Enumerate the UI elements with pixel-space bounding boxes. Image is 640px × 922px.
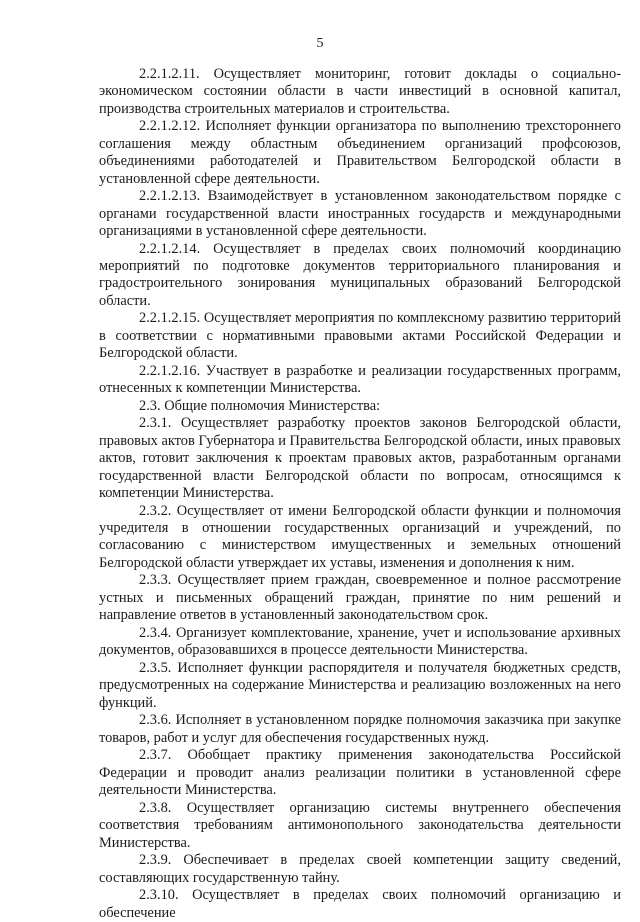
- clause-number: 2.2.1.2.15.: [139, 310, 201, 327]
- paragraph: [99, 660, 621, 712]
- clause-text: Осуществляет мероприятия по комплексному развитию территорий в соответствии с нормативными правовыми актами Российской Федерации и Белгородской области.: [99, 310, 621, 362]
- clause-text: Взаимодействует в установленном законодательством порядке с органами государственной власти иностранных государств и международными организациями в установленной сфере деятельности.: [99, 188, 621, 240]
- clause-text: Общие полномочия Министерства:: [164, 397, 381, 414]
- clause-text: Обеспечивает в пределах своей компетенции защиту сведений, составляющих государственную тайну.: [99, 852, 621, 886]
- clause-text: Организует комплектование, хранение, учет и использование архивных документов, образовавшихся в процессе деятельности Министерства.: [99, 624, 621, 659]
- clause-text: Обобщает практику применения законодательства Российской Федерации и проводит анализ реализации политики в установленной сфере деятельности Министерства.: [99, 747, 621, 799]
- clause-text: Осуществляет от имени Белгородской области функции и полномочия учредителя в отношении государственных организаций и учреждений, по согласованию с министерством имущественных и земельных отношений Белгородской области утверждает их уставы, изменения и дополнения к ним.: [99, 502, 621, 571]
- paragraph: [99, 66, 621, 118]
- paragraph: [99, 625, 621, 660]
- clause-number: 2.2.1.2.13.: [139, 188, 201, 205]
- paragraph: [99, 188, 621, 240]
- clause-number: 2.3.6.: [139, 712, 172, 729]
- clause-number: 2.3.5.: [139, 659, 172, 676]
- clause-number: 2.2.1.2.11.: [139, 66, 200, 82]
- paragraph: [99, 415, 621, 502]
- paragraph: [99, 398, 621, 415]
- clause-text: Исполняет функции организатора по выполнению трехстороннего соглашения между областным объединением организаций профсоюзов, объединениями работодателей и Правительством Белгородской области в установленной сфере деятельности.: [99, 118, 621, 187]
- clause-number: 2.3.10.: [139, 887, 179, 904]
- clause-number: 2.2.1.2.16.: [139, 362, 201, 379]
- paragraph: [99, 310, 621, 362]
- clause-text: Осуществляет организацию системы внутреннего обеспечения соответствия требованиям антимонопольного законодательства деятельности Министерства.: [99, 799, 621, 851]
- clause-number: 2.3.3.: [139, 572, 172, 589]
- clause-text: Исполняет в установленном порядке полномочия заказчика при закупке товаров, работ и услуг для обеспечения государственных нужд.: [99, 712, 621, 746]
- clause-text: Осуществляет мониторинг, готовит доклады о социально-экономическом состоянии области в части инвестиций в основной капитал, производства строительных материалов и строительства.: [99, 66, 621, 117]
- paragraph: [99, 852, 621, 887]
- clause-number: 2.3.8.: [139, 799, 172, 816]
- paragraph: [99, 503, 621, 573]
- clause-text: Исполняет функции распорядителя и получателя бюджетных средств, предусмотренных на содержание Министерства и реализацию возложенных на него функций.: [99, 659, 621, 711]
- clause-number: 2.3.: [139, 397, 161, 414]
- paragraph: [99, 363, 621, 398]
- paragraph: [99, 747, 621, 799]
- paragraph: [99, 800, 621, 852]
- clause-number: 2.2.1.2.14.: [139, 240, 201, 257]
- clause-number: 2.3.7.: [139, 747, 172, 764]
- paragraph: [99, 118, 621, 188]
- paragraph: [99, 241, 621, 311]
- clause-text: Осуществляет в пределах своих полномочий организацию и обеспечение: [99, 887, 621, 921]
- clause-text: Участвует в разработке и реализации государственных программ, отнесенных к компетенции Министерства.: [99, 362, 621, 397]
- page-number: 5: [316, 36, 324, 51]
- clause-number: 2.3.1.: [139, 415, 172, 432]
- document-body: [99, 66, 621, 922]
- clause-number: 2.3.2.: [139, 502, 172, 519]
- clause-number: 2.3.9.: [139, 852, 172, 869]
- clause-text: Осуществляет в пределах своих полномочий координацию мероприятий по подготовке документов территориального планирования и градостроительного зонирования муниципальных образований Белгородской области.: [99, 240, 621, 309]
- paragraph: [99, 712, 621, 747]
- paragraph: [99, 572, 621, 624]
- clause-text: Осуществляет разработку проектов законов Белгородской области, правовых актов Губернатора и Правительства Белгородской области, иных правовых актов, готовит заключения к проектам правовых актов, разработанным органами государственной власти Белгородской области по вопросам, относящимся к компетенции Министерства.: [99, 415, 621, 502]
- clause-text: Осуществляет прием граждан, своевременное и полное рассмотрение устных и письменных обращений граждан, принятие по ним решений и направление ответов в установленный законодательством срок.: [99, 572, 621, 624]
- clause-number: 2.3.4.: [139, 624, 172, 641]
- clause-number: 2.2.1.2.12.: [139, 118, 201, 135]
